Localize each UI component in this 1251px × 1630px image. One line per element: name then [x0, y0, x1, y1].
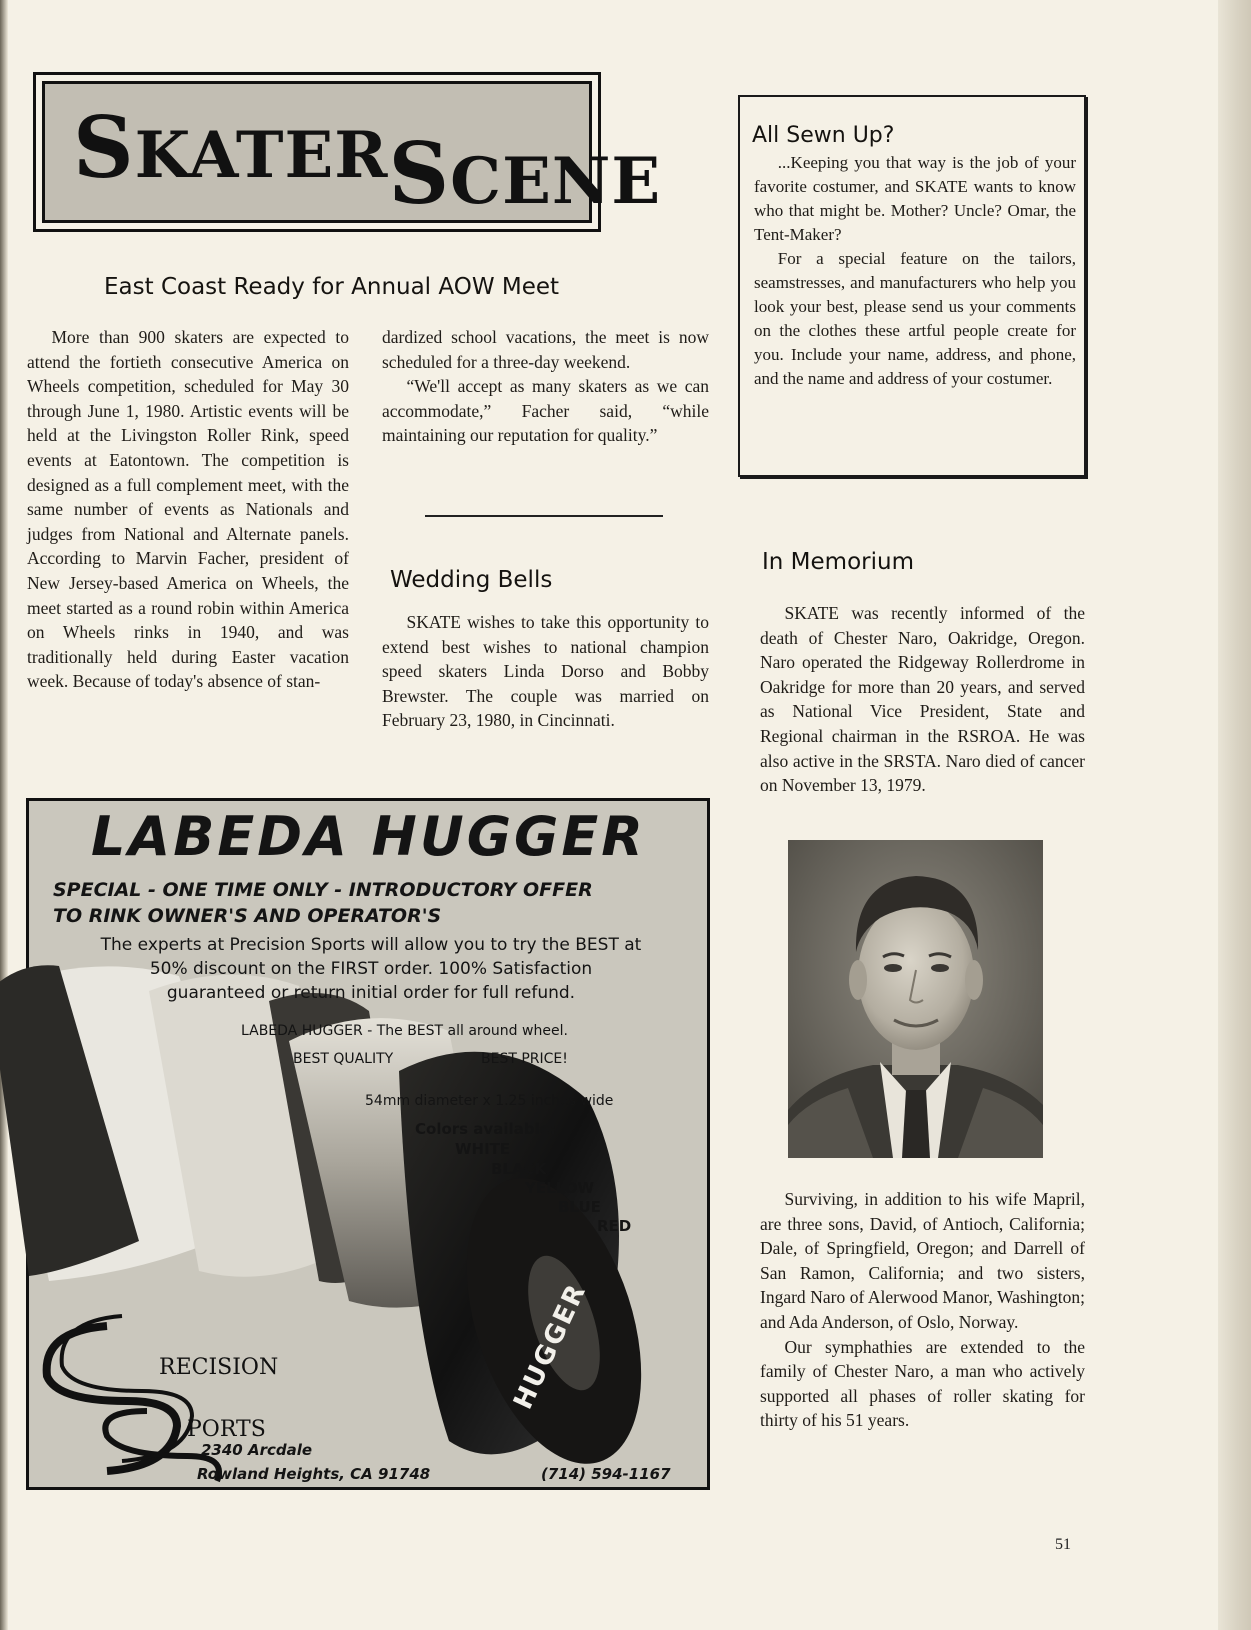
sewn-body: [754, 151, 1076, 391]
ad-colors-label: Colors available:: [415, 1120, 556, 1138]
ad-offer: [53, 877, 593, 929]
sewn-paragraph-1: ...Keeping you that way is the job of your favorite costumer, and SKATE wants to know who that might be. Mother? Uncle? Omar, the Tent-Maker?: [754, 153, 1076, 244]
wedding-paragraph: SKATE wishes to take this opportunity to extend best wishes to national champion speed skaters Linda Dorso and Bobby Brewster. The couple was married on February 23, 1980, in Cincinnati.: [382, 612, 709, 731]
memoriam-paragraph-2: Surviving, in addition to his wife Mapril, are three sons, David, of Antioch, California; Dale, of Springfield, Oregon; and Darrell of San Ramon, California; and two sisters, Ingard Naro of Alerwood Manor, Washington; and Ada Anderson, of Oslo, Norway.: [760, 1189, 1085, 1332]
memoriam-headline: In Memorium: [762, 549, 914, 575]
masthead-word-skater: SKATER: [73, 98, 389, 197]
ad-size: 54mm diameter x 1.25 inches wide: [365, 1093, 614, 1109]
ad-color-black: BLACK: [491, 1160, 547, 1178]
memoriam-body-top: [760, 601, 1085, 798]
masthead-word-scene: SCENE: [388, 124, 662, 223]
ad-address-line-1: 2340 Arcdale: [201, 1441, 313, 1459]
wedding-headline: Wedding Bells: [390, 567, 553, 593]
page-binding-shadow: [0, 0, 8, 1630]
aow-column-1: [27, 325, 349, 694]
ad-color-red: RED: [597, 1217, 632, 1235]
masthead-panel: [42, 81, 662, 223]
ad-copy-line-2: 50% discount on the FIRST order. 100% Satisfaction: [149, 959, 593, 979]
ad-best-price: BEST PRICE!: [481, 1051, 568, 1067]
page-edge: [1218, 0, 1251, 1630]
ad-phone: (714) 594-1167: [541, 1465, 671, 1483]
memoriam-body-bottom: [760, 1187, 1085, 1433]
ad-copy-line-1: The experts at Precision Sports will allow you to try the BEST at: [100, 935, 642, 955]
ad-color-blue: BLUE: [558, 1198, 601, 1216]
ad-offer-line-2: TO RINK OWNER'S AND OPERATOR'S: [53, 905, 442, 927]
page-number: 51: [1055, 1536, 1071, 1553]
ad-color-white: WHITE: [455, 1140, 511, 1158]
logo-word-ports: PORTS: [187, 1417, 266, 1442]
portrait-image: [788, 840, 1043, 1158]
aow-column-2: [382, 325, 709, 448]
ad-address-line-2: Rowland Heights, CA 91748: [197, 1465, 431, 1483]
memoriam-paragraph-1: SKATE was recently informed of the death of Chester Naro, Oakridge, Oregon. Naro operated the Ridgeway Rollerdrome in Oakridge for more than 20 years, and served as National Vice President, State and Regional chairman in the RSROA. He was also active in the SRSTA. Naro died of cancer on November 13, 1979.: [760, 603, 1085, 796]
sewn-up-box: [738, 95, 1086, 477]
portrait-photo: [788, 840, 1043, 1158]
logo-word-recision: RECISION: [159, 1355, 279, 1380]
masthead: [33, 72, 662, 232]
article-divider: [425, 515, 663, 517]
ad-copy-line-3: guaranteed or return initial order for full refund.: [166, 983, 576, 1003]
ad-offer-line-1: SPECIAL - ONE TIME ONLY - INTRODUCTORY OFFER: [53, 879, 593, 901]
ad-tagline: LABEDA HUGGER - The BEST all around wheel.: [241, 1023, 568, 1039]
sewn-paragraph-2: For a special feature on the tailors, seamstresses, and manufacturers who help you look your best, please send us your comments on the clothes these artful people create for you. Include your name, address, and phone, and the name and address of your costumer.: [754, 249, 1076, 388]
aow-headline: East Coast Ready for Annual AOW Meet: [104, 274, 560, 300]
wheel-brand-text: HUGGER: [508, 1278, 593, 1414]
wedding-body: [382, 610, 709, 733]
memoriam-paragraph-3: Our symphathies are extended to the family of Chester Naro, a man who actively supported all phases of roller skating for thirty of his 51 years.: [760, 1336, 1085, 1431]
masthead-title: [73, 98, 662, 223]
aow-paragraph-3: “We'll accept as many skaters as we can accommodate,” Facher said, “while maintaining our reputation for quality.”: [382, 376, 709, 446]
labeda-hugger-ad: [26, 798, 710, 1490]
ad-title: LABEDA HUGGER: [91, 805, 646, 868]
ad-copy: [51, 933, 691, 1005]
aow-paragraph-1: More than 900 skaters are expected to attend the fortieth consecutive America on Wheels competition, scheduled for May 30 through June 1, 1980. Artistic events will be held at the Livingston Roller Rink, speed events at Eatontown. The competition is designed as a full complement meet, with the same number of events as Nationals and judges from National and Alternate panels. According to Marvin Facher, president of New Jersey-based America on Wheels, the meet started as a round robin within America on Wheels rinks in 1940, and was traditionally held during Easter vacation week. Because of today's absence of stan-: [27, 327, 349, 692]
aow-paragraph-2: dardized school vacations, the meet is now scheduled for a three-day weekend.: [382, 327, 709, 372]
ad-best-quality: BEST QUALITY: [293, 1051, 394, 1067]
ad-color-yellow: YELLOW: [525, 1179, 594, 1197]
sewn-headline: All Sewn Up?: [752, 123, 895, 148]
